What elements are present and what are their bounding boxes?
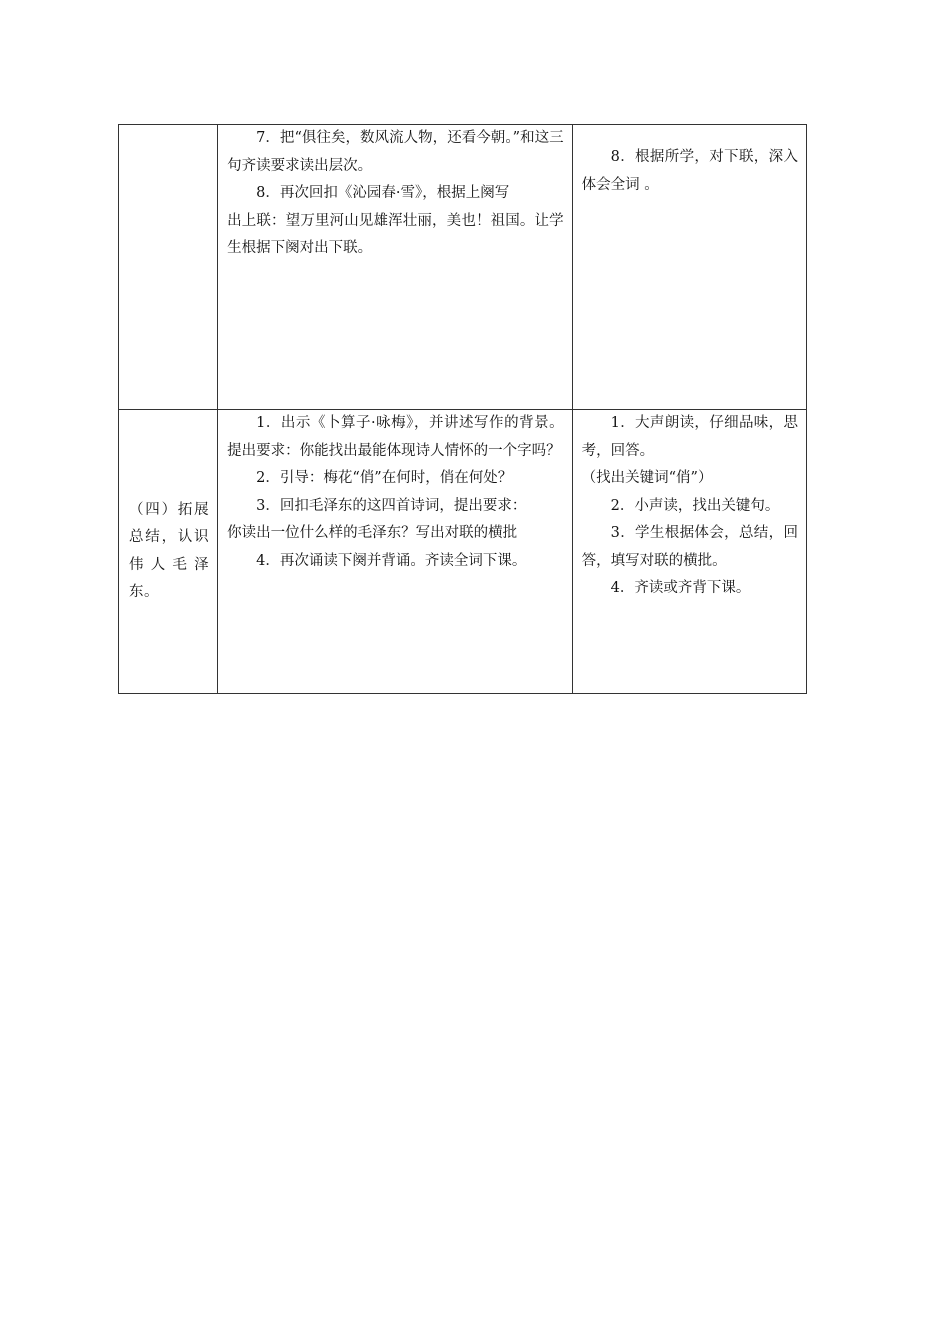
student-step: 8．根据所学，对下联，深入体会全词 。 [581, 149, 798, 193]
teacher-step: 1．出示《卜算子·咏梅》，并讲述写作的背景。提出要求：你能找出最能体现诗人情怀的一个字吗？ [227, 415, 564, 459]
stage-cell [119, 410, 218, 694]
teacher-step: 你读出一位什么样的毛泽东？写出对联的横批 [227, 525, 518, 541]
teacher-step: 3．回扣毛泽东的这四首诗词，提出要求： [256, 497, 527, 514]
teacher-step: 8．再次回扣《沁园春·雪》，根据上阕写 [256, 185, 510, 201]
teacher-step: 7．把“俱往矣，数风流人物，还看今朝。”和这三句齐读要求读出层次。 [227, 130, 564, 174]
student-step: （找出关键词“俏”） [581, 470, 713, 486]
teacher-activity-cell [218, 125, 573, 410]
stage-cell [119, 125, 218, 410]
teacher-step: 4．再次诵读下阕并背诵。齐读全词下课。 [256, 552, 527, 569]
student-activity-cell [572, 410, 806, 694]
stage-label: （四）拓展总结，认识伟人毛泽东。 [129, 501, 210, 600]
student-step: 3．学生根据体会，总结，回答，填写对联的横批。 [581, 525, 798, 569]
student-activity-cell [572, 125, 806, 410]
student-step: 4．齐读或齐背下课。 [610, 580, 751, 596]
table-row [119, 125, 807, 410]
table-row [119, 410, 807, 694]
teacher-activity-cell [218, 410, 573, 694]
student-step: 1．大声朗读，仔细品味，思考，回答。 [581, 415, 798, 459]
teacher-step: 2．引导：梅花“俏”在何时，俏在何处？ [256, 470, 513, 486]
teacher-step: 出上联：望万里河山见雄浑壮丽，美也！祖国。让学生根据下阕对出下联。 [227, 212, 564, 256]
lesson-plan-table [118, 124, 807, 694]
student-step: 2．小声读，找出关键句。 [610, 497, 780, 514]
